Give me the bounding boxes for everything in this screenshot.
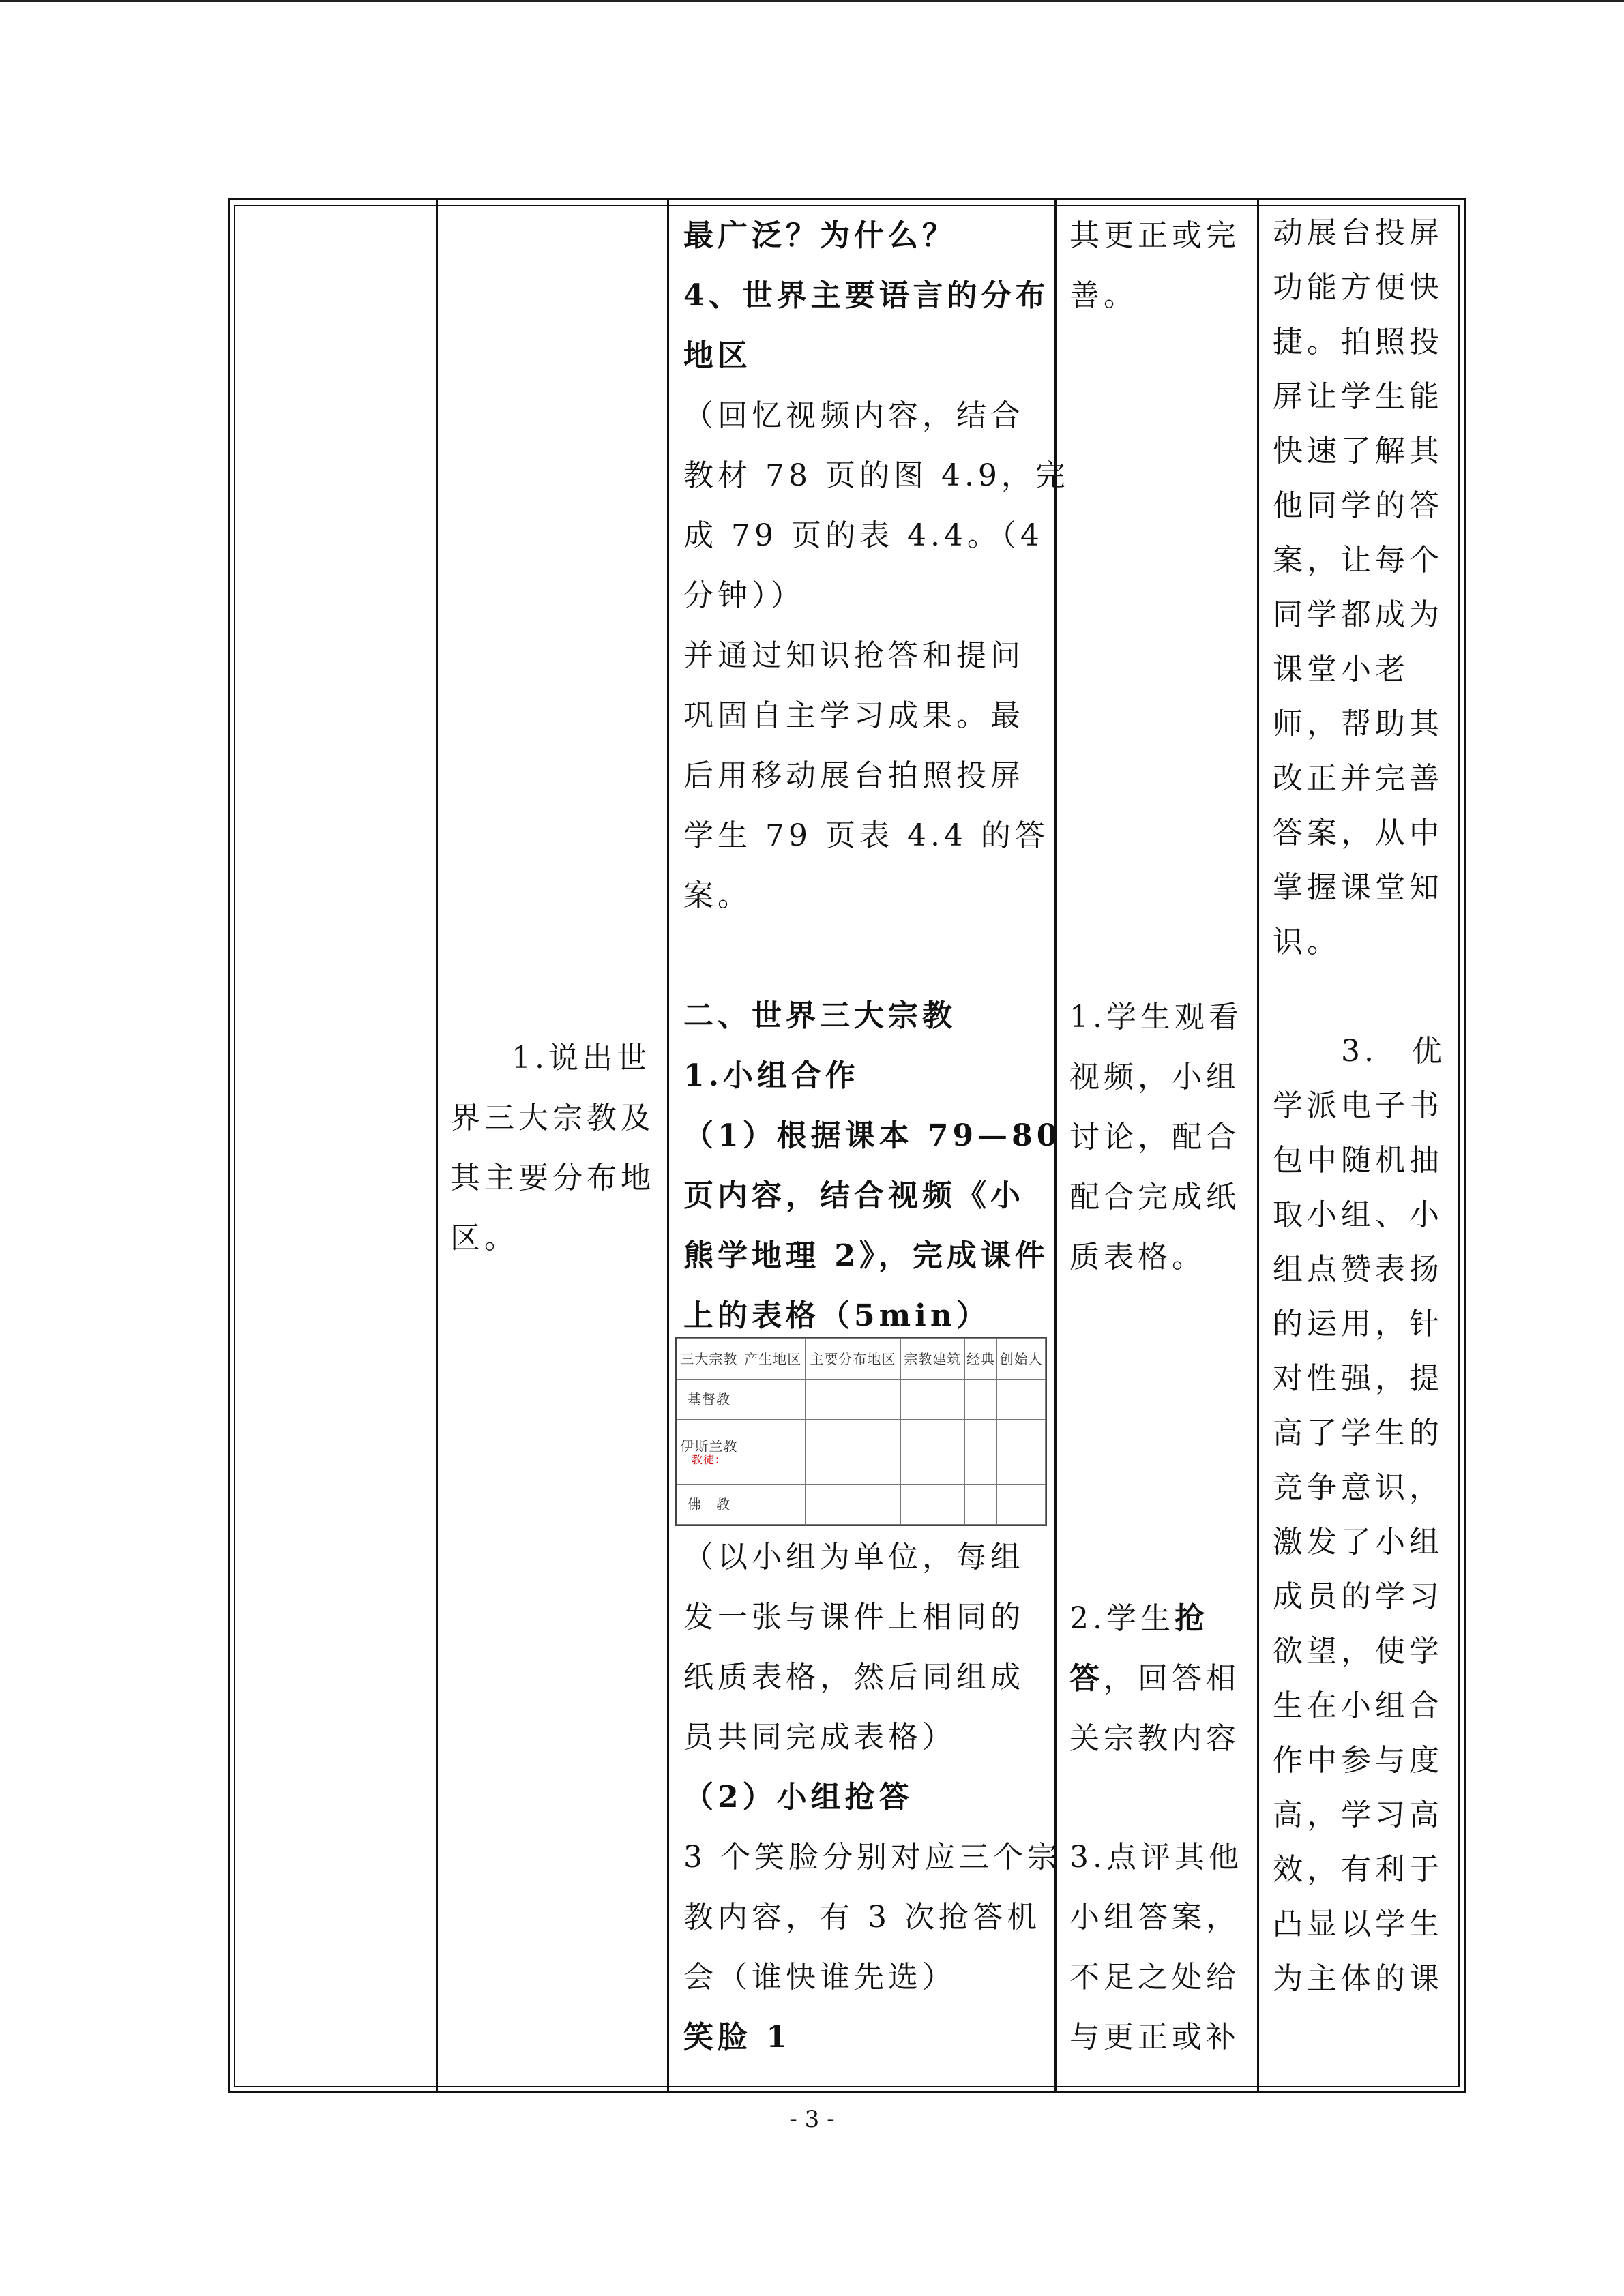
content-line: 后用移动展台拍照投屏 <box>683 758 1024 793</box>
content-line: （2）小组抢答 <box>683 1780 913 1815</box>
content-line: 捷。拍照投 <box>1273 325 1443 359</box>
content-line: 会（谁快谁先选） <box>683 1960 956 1995</box>
content-line: 效，有利于 <box>1273 1852 1443 1887</box>
activity-line: 讨论，配合 <box>1069 1120 1240 1154</box>
content-line: 案。 <box>683 878 752 913</box>
content-line <box>1273 970 1446 1024</box>
activity-line: 其更正或完 <box>1069 218 1240 253</box>
content-line: 成员的学习 <box>1273 1579 1443 1614</box>
content-line: 凸显以学生 <box>1273 1907 1443 1941</box>
content-line: 改正并完善 <box>1273 761 1443 796</box>
column-divider <box>667 198 669 2093</box>
top-rule <box>0 0 1624 2</box>
content-line: 发一张与课件上相同的 <box>683 1600 1024 1635</box>
content-line: （回忆视频内容，结合 <box>683 398 1024 433</box>
content-line: 识。 <box>1273 925 1341 959</box>
content-line: 熊学地理 2》，完成课件 <box>683 1238 1049 1273</box>
content-line: 答案，从中 <box>1273 816 1443 850</box>
column-divider <box>1257 198 1259 2093</box>
student-activity-cell <box>1069 1828 1243 2068</box>
content-line: 高，学习高 <box>1273 1798 1443 1832</box>
content-line: 功能方便快 <box>1273 270 1443 305</box>
content-line: 页内容，结合视频《小 <box>683 1178 1024 1213</box>
mini-header: 经典 <box>964 1339 996 1380</box>
activity-line: 配合完成纸 <box>1069 1180 1240 1214</box>
content-line: 课堂小老 <box>1273 652 1409 687</box>
content-line: 他同学的答 <box>1273 488 1443 523</box>
content-line: 3. 优 <box>1273 1034 1446 1069</box>
activity-line: 1.学生观看 <box>1069 1000 1243 1034</box>
activity-line: 不足之处给 <box>1069 1960 1240 1995</box>
content-line: 地区 <box>683 338 752 373</box>
mini-header: 创始人 <box>997 1339 1046 1380</box>
content-line: 教材 78 页的图 4.9，完 <box>683 458 1069 493</box>
mini-red-note: 教徒： <box>691 1452 726 1466</box>
content-line: 作中参与度 <box>1273 1743 1443 1778</box>
content-line: 的运用，针 <box>1273 1307 1443 1341</box>
objective-line: 界三大宗教及 <box>450 1101 655 1135</box>
content-line: 生在小组合 <box>1273 1688 1443 1723</box>
religion-table-image <box>675 1337 1047 1526</box>
content-line: 并通过知识抢答和提问 <box>683 638 1024 673</box>
activity-line: 与更正或补 <box>1069 2020 1240 2055</box>
content-line: （1）根据课本 79—80 <box>683 1118 1062 1153</box>
content-line: 欲望，使学 <box>1273 1634 1443 1669</box>
content-line: 教内容，有 3 次抢答机 <box>683 1900 1041 1935</box>
content-line: 纸质表格，然后同组成 <box>683 1660 1024 1695</box>
content-line: 对性强，提 <box>1273 1361 1443 1396</box>
column-divider <box>436 198 438 2093</box>
content-line: 巩固自主学习成果。最 <box>683 698 1024 733</box>
activity-line: 答，回答相 <box>1069 1661 1240 1696</box>
student-activity-cell <box>1069 206 1240 326</box>
content-line: 动展台投屏 <box>1273 215 1443 250</box>
content-line: 分钟）） <box>683 578 805 613</box>
content-line: （以小组为单位，每组 <box>683 1540 1024 1575</box>
content-line: 员共同完成表格） <box>683 1720 956 1755</box>
content-line: 1.小组合作 <box>683 1058 859 1093</box>
objective-line: 1.说出世 <box>512 1041 651 1075</box>
objective-line: 区。 <box>450 1221 518 1255</box>
mini-header: 宗教建筑 <box>900 1339 964 1380</box>
content-line <box>683 926 1069 986</box>
mini-row-label: 佛 教 <box>677 1485 741 1525</box>
mini-header: 主要分布地区 <box>805 1339 900 1380</box>
activity-line: 视频，小组 <box>1069 1060 1240 1094</box>
content-line: 3 个笑脸分别对应三个宗 <box>683 1840 1061 1875</box>
activity-line: 关宗教内容 <box>1069 1721 1240 1756</box>
content-line: 激发了小组 <box>1273 1525 1443 1560</box>
content-line: 高了学生的 <box>1273 1416 1443 1450</box>
content-line: 二、世界三大宗教 <box>683 998 956 1033</box>
activity-line: 3.点评其他 <box>1069 1840 1243 1875</box>
content-line: 案，让每个 <box>1273 543 1443 578</box>
objective-line: 其主要分布地 <box>450 1161 655 1195</box>
content-line: 组点赞表扬 <box>1273 1252 1443 1287</box>
content-line: 笑脸 1 <box>683 2020 791 2055</box>
content-line: 同学都成为 <box>1273 597 1443 632</box>
content-line: 成 79 页的表 4.4。（4 <box>683 518 1044 553</box>
content-line: 取小组、小 <box>1273 1197 1443 1232</box>
content-line: 快速了解其 <box>1273 434 1443 468</box>
content-line: 屏让学生能 <box>1273 379 1443 414</box>
content-line: 师，帮助其 <box>1273 706 1443 741</box>
content-line: 最广泛？为什么？ <box>683 218 956 253</box>
activity-line: 质表格。 <box>1069 1240 1206 1274</box>
content-line: 为主体的课 <box>1273 1961 1443 1996</box>
mini-row-label: 伊斯兰教 教徒： <box>677 1419 741 1485</box>
content-line: 学生 79 页表 4.4 的答 <box>683 818 1049 853</box>
design-intent-cell <box>1273 206 1446 2006</box>
mini-header: 三大宗教 <box>677 1339 741 1380</box>
content-line: 4、世界主要语言的分布 <box>683 278 1050 313</box>
activity-line: 2.学生抢 <box>1069 1601 1209 1636</box>
content-line: 掌握课堂知 <box>1273 870 1443 905</box>
mini-header: 产生地区 <box>741 1339 805 1380</box>
content-line: 竞争意识， <box>1273 1470 1443 1505</box>
teaching-content-cell <box>683 206 1069 1346</box>
content-line: 上的表格（5min） <box>683 1298 990 1333</box>
objective-cell <box>450 1028 655 1268</box>
content-line: 学派电子书 <box>1273 1088 1443 1123</box>
page-number: - 3 - <box>789 2106 835 2133</box>
student-activity-cell <box>1069 987 1243 1287</box>
activity-line: 小组答案， <box>1069 1900 1240 1935</box>
activity-line: 善。 <box>1069 278 1138 313</box>
content-line: 包中随机抽 <box>1273 1143 1443 1178</box>
mini-row-label: 基督教 <box>677 1380 741 1420</box>
student-activity-cell <box>1069 1589 1240 1769</box>
teaching-content-cell-2 <box>683 1527 1061 2068</box>
